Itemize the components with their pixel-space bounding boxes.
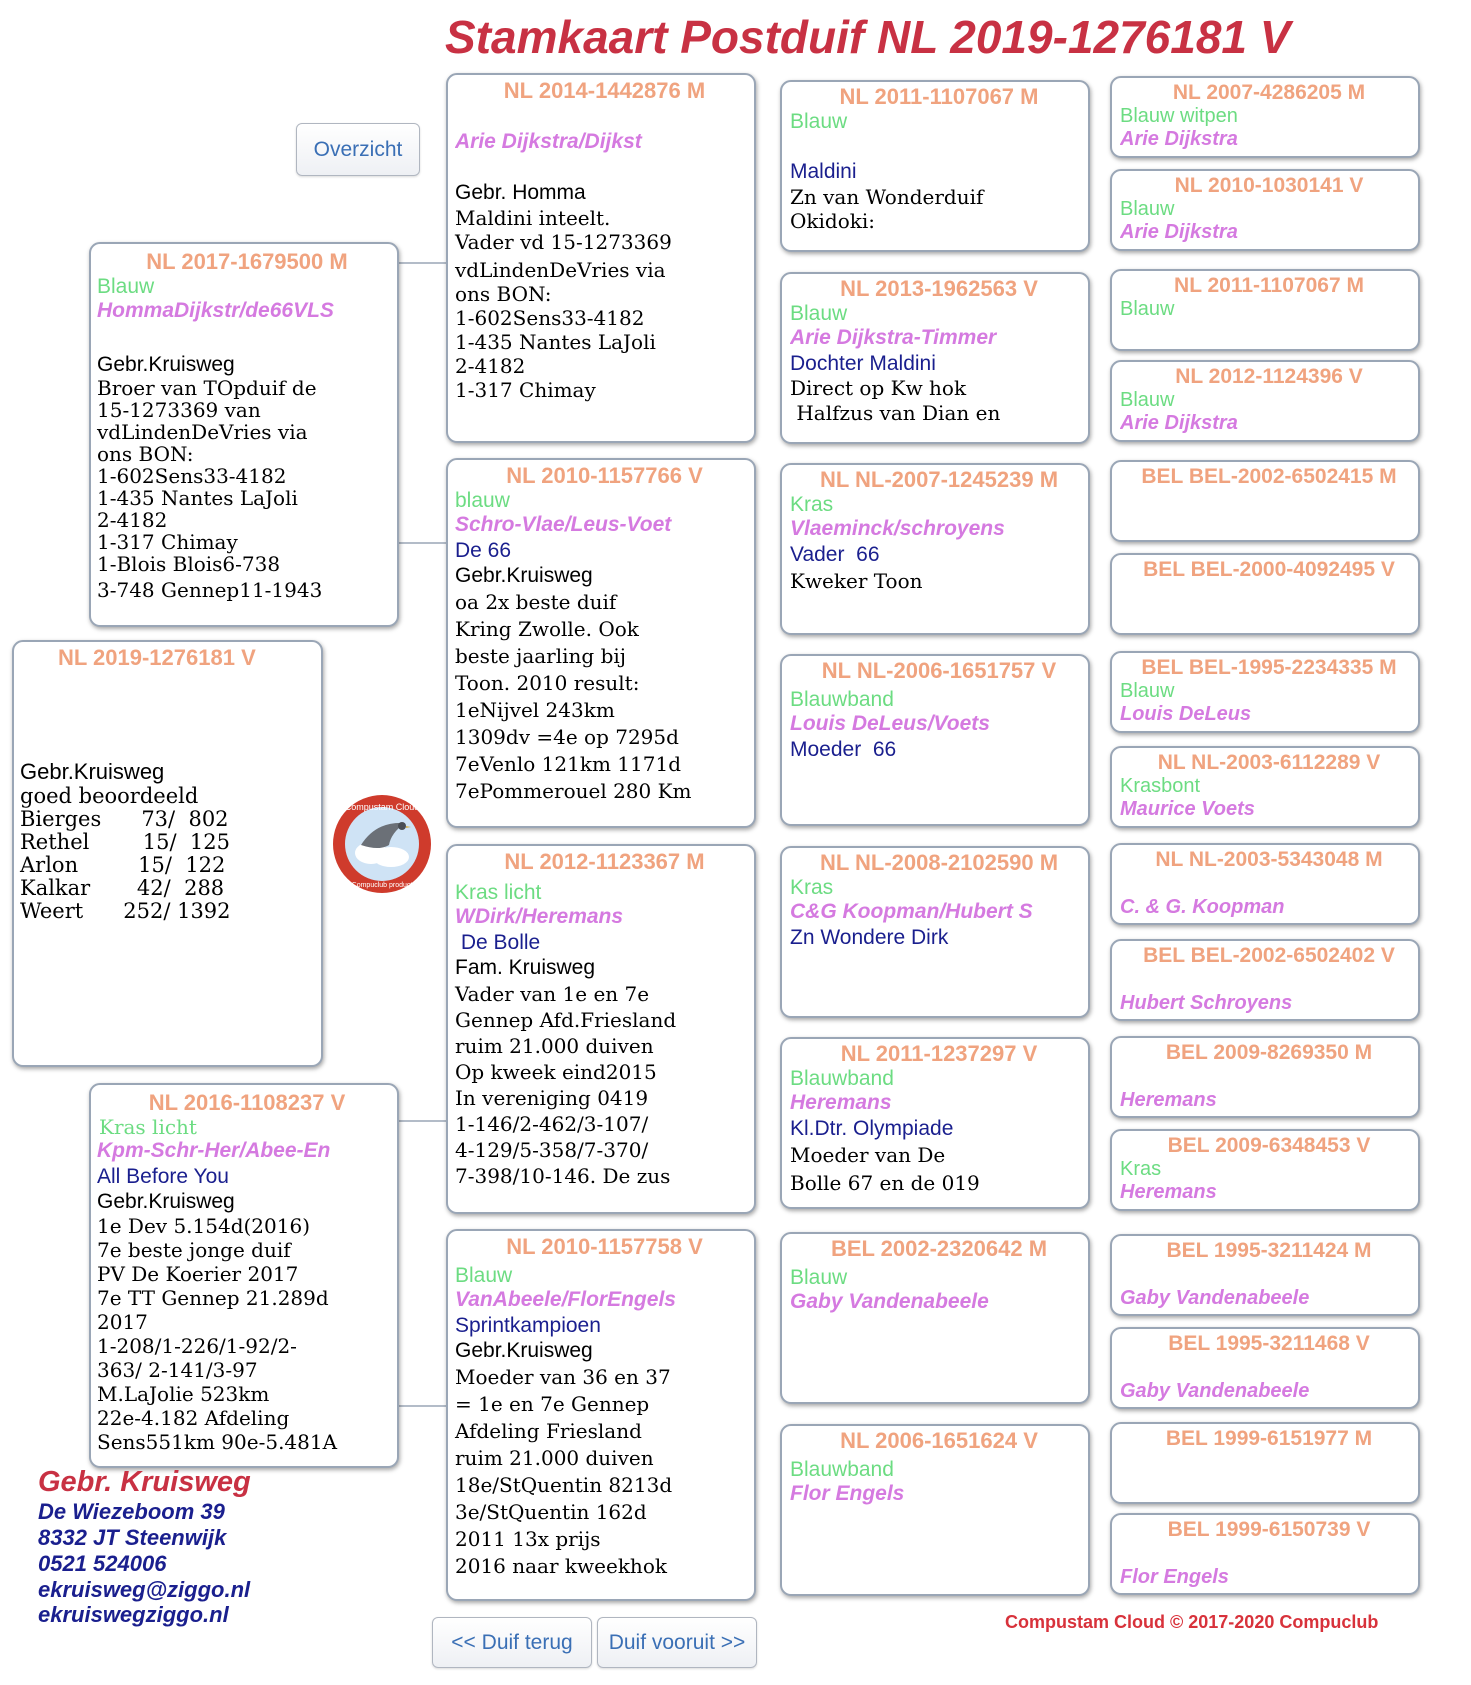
gen4-card-12[interactable]: [1110, 1129, 1420, 1211]
great-grandparent-color: Blauw: [790, 109, 848, 133]
grandparent-ring: NL 2012-1123367 M: [504, 850, 705, 874]
note-line: Broer van TOpduif de: [97, 376, 317, 401]
father-ring: NL 2017-1679500 M: [146, 250, 348, 274]
note-line: 1-317 Chimay: [455, 377, 596, 402]
father-breeder: HommaDijkstr/de66VLS: [97, 299, 334, 323]
note-line: Vader vd 15-1273369: [455, 229, 672, 254]
note-line: Moeder van 36 en 37: [455, 1364, 671, 1389]
note-line: 7e TT Gennep 21.289d: [97, 1286, 329, 1311]
note-line: 2016 naar kweekhok: [455, 1553, 667, 1578]
great-grandparent-color: Blauwband: [790, 1457, 894, 1481]
mother-name: All Before You: [97, 1164, 229, 1188]
note-line: In vereniging 0419: [455, 1085, 649, 1110]
gen4-ring: BEL 1999-6151977 M: [1165, 1427, 1373, 1450]
great-grandparent-card-7[interactable]: [780, 1232, 1090, 1404]
note-line: Direct op Kw hok: [790, 376, 967, 401]
note-line: M.LaJolie 523km: [97, 1382, 270, 1407]
grandparent-name: De Bolle: [455, 931, 541, 955]
grandparent-ring: NL 2010-1157766 V: [506, 464, 703, 488]
great-grandparent-color: Kras: [790, 492, 834, 516]
note-line: 1e Dev 5.154d(2016): [97, 1214, 311, 1239]
note-line: Vader van 1e en 7e: [455, 981, 650, 1006]
great-grandparent-name: Dochter Maldini: [790, 352, 936, 376]
gen4-breeder: Arie Dijkstra: [1120, 128, 1238, 151]
gen4-card-1[interactable]: [1110, 76, 1420, 158]
note-line: Zn van Wonderduif: [790, 184, 984, 209]
note-line: 1-317 Chimay: [97, 530, 238, 555]
owner-phone: 0521 524006: [38, 1550, 167, 1576]
note-line: Rethel 15/ 125: [20, 830, 230, 855]
copyright-text: Compustam Cloud © 2017-2020 Compuclub: [1005, 1612, 1379, 1632]
gen4-ring: BEL 1995-3211468 V: [1168, 1332, 1370, 1355]
note-line: 1eNijvel 243km: [455, 697, 615, 722]
mother-breeder: Kpm-Schr-Her/Abee-En: [97, 1139, 331, 1163]
mother-owner: Gebr.Kruisweg: [97, 1190, 235, 1214]
note-line: = 1e en 7e Gennep: [455, 1391, 650, 1416]
great-grandparent-name: Kl.Dtr. Olympiade: [790, 1117, 954, 1141]
great-grandparent-card-4[interactable]: [780, 654, 1090, 826]
great-grandparent-ring: NL 2006-1651624 V: [840, 1429, 1038, 1453]
pigeon-notes: [20, 785, 321, 923]
pigeon-owner: Gebr.Kruisweg: [20, 758, 165, 784]
gen4-breeder: Heremans: [1120, 1088, 1217, 1111]
father-owner: Gebr.Kruisweg: [97, 353, 235, 377]
great-grandparent-ring: NL NL-2007-1245239 M: [819, 468, 1059, 492]
gen4-breeder: C. & G. Koopman: [1120, 895, 1285, 918]
gen4-card-10[interactable]: [1110, 939, 1420, 1021]
mother-ring: NL 2016-1108237 V: [148, 1091, 346, 1115]
grandparent-color: blauw: [455, 488, 510, 512]
great-grandparent-name: Vader 66: [790, 543, 880, 567]
grandparent-notes: [455, 206, 754, 402]
note-line: 1-435 Nantes LaJoli: [455, 329, 656, 354]
grandparent-ring: NL 2010-1157758 V: [506, 1235, 703, 1259]
owner-address: [38, 1466, 251, 1628]
grandparent-card-1[interactable]: [446, 73, 756, 443]
grandparent-name: De 66: [455, 539, 512, 563]
note-line: beste jaarling bij: [455, 643, 626, 668]
great-grandparent-color: Blauw: [790, 1265, 848, 1289]
note-line: Weert 252/ 1392: [20, 899, 231, 924]
great-grandparent-card-8[interactable]: [780, 1424, 1090, 1596]
note-line: 3-748 Gennep11-1943: [97, 578, 323, 603]
gen4-ring: NL 2011-1107067 M: [1174, 274, 1364, 297]
gen4-breeder: Maurice Voets: [1120, 798, 1255, 821]
grandparent-notes: [455, 589, 754, 805]
note-line: ons BON:: [455, 281, 552, 306]
note-line: 2017: [97, 1310, 148, 1335]
gen4-color: Blauw witpen: [1120, 104, 1238, 127]
mother-card[interactable]: [89, 1083, 399, 1468]
gen4-card-8[interactable]: [1110, 746, 1420, 828]
gen4-card-4[interactable]: [1110, 360, 1420, 442]
note-line: ons BON:: [97, 442, 194, 467]
father-card[interactable]: [89, 242, 399, 627]
gen4-breeder: Gaby Vandenabeele: [1120, 1286, 1310, 1309]
grandparent-card-3[interactable]: [446, 844, 756, 1214]
note-line: Maldini inteelt.: [455, 205, 611, 230]
note-line: vdLindenDeVries via: [455, 257, 666, 282]
note-line: Toon. 2010 result:: [455, 670, 640, 695]
great-grandparent-card-5[interactable]: [780, 846, 1090, 1018]
note-line: vdLindenDeVries via: [97, 420, 308, 445]
note-line: goed beoordeeld: [20, 784, 199, 809]
gen4-breeder: Flor Engels: [1120, 1565, 1229, 1588]
gen4-breeder: Gaby Vandenabeele: [1120, 1379, 1310, 1402]
great-grandparent-breeder: Louis DeLeus/Voets: [790, 712, 990, 736]
previous-pigeon-button[interactable]: << Duif terug: [432, 1617, 592, 1668]
grandparent-notes: [455, 1364, 754, 1580]
gen4-ring: BEL BEL-2002-6502415 M: [1141, 465, 1397, 488]
owner-city: 8332 JT Steenwijk: [38, 1525, 227, 1551]
gen4-card-13[interactable]: [1110, 1234, 1420, 1316]
grandparent-breeder: Arie Dijkstra/Dijkst: [455, 129, 642, 153]
note-line: 2-4182: [455, 353, 526, 378]
pigeon-ring: NL 2019-1276181 V: [58, 646, 256, 670]
note-line: Afdeling Friesland: [455, 1418, 642, 1443]
note-line: PV De Koerier 2017: [97, 1262, 299, 1287]
gen4-ring: BEL 1999-6150739 V: [1167, 1518, 1371, 1541]
great-grandparent-breeder: Vlaeminck/schroyens: [790, 517, 1005, 541]
mother-notes: [97, 1214, 397, 1454]
gen4-breeder: Hubert Schroyens: [1120, 991, 1293, 1014]
gen4-card-16[interactable]: [1110, 1513, 1420, 1595]
gen4-ring: BEL BEL-2000-4092495 V: [1143, 558, 1395, 581]
gen4-ring: NL 2007-4286205 M: [1172, 81, 1366, 104]
note-line: Kring Zwolle. Ook: [455, 616, 639, 641]
note-line: 4-129/5-358/7-370/: [455, 1137, 649, 1162]
note-line: oa 2x beste duif: [455, 589, 617, 614]
gen4-breeder: Arie Dijkstra: [1120, 221, 1238, 244]
note-line: 1-435 Nantes LaJoli: [97, 486, 298, 511]
grandparent-owner: Gebr. Homma: [455, 181, 586, 205]
gen4-color: Blauw: [1120, 388, 1175, 411]
note-line: 2-4182: [97, 508, 168, 533]
gen4-ring: BEL BEL-2002-6502402 V: [1143, 944, 1395, 967]
note-line: Halfzus van Dian en: [790, 401, 1001, 426]
gen4-card-14[interactable]: [1110, 1327, 1420, 1409]
owner-street: De Wiezeboom 39: [38, 1499, 225, 1525]
note-line: Op kweek eind2015: [455, 1059, 657, 1084]
gen4-card-7[interactable]: [1110, 651, 1420, 733]
gen4-color: Blauw: [1120, 297, 1175, 320]
gen4-card-11[interactable]: [1110, 1036, 1420, 1118]
grandparent-color: Kras licht: [455, 880, 542, 904]
gen4-ring: BEL 2009-6348453 V: [1167, 1134, 1371, 1157]
grandparent-color: Blauw: [455, 1263, 513, 1287]
note-line: 7eVenlo 121km 1171d: [455, 751, 681, 776]
note-line: 3e/StQuentin 162d: [455, 1499, 647, 1524]
great-grandparent-card-1[interactable]: [780, 80, 1090, 252]
grandparent-notes: [455, 981, 754, 1189]
great-grandparent-color: Blauwband: [790, 687, 894, 711]
note-line: Moeder van De: [790, 1143, 946, 1168]
great-grandparent-color: Blauw: [790, 301, 848, 325]
note-line: 2011 13x prijs: [455, 1526, 601, 1551]
grandparent-name: Sprintkampioen: [455, 1314, 601, 1338]
great-grandparent-card-2[interactable]: [780, 272, 1090, 444]
grandparent-breeder: VanAbeele/FlorEngels: [455, 1288, 676, 1312]
gen4-card-2[interactable]: [1110, 169, 1420, 251]
gen4-color: Krasbont: [1120, 774, 1201, 797]
compustam-logo: [331, 793, 433, 895]
great-grandparent-card-3[interactable]: [780, 463, 1090, 635]
mother-color: Kras licht: [99, 1114, 197, 1139]
father-color: Blauw: [97, 274, 155, 298]
gen4-ring: NL 2012-1124396 V: [1175, 365, 1363, 388]
note-line: Sens551km 90e-5.481A: [97, 1430, 338, 1455]
gen4-card-3[interactable]: [1110, 269, 1420, 351]
note-line: ruim 21.000 duiven: [455, 1033, 654, 1058]
note-line: 22e-4.182 Afdeling: [97, 1406, 290, 1431]
great-grandparent-ring: NL NL-2008-2102590 M: [819, 851, 1059, 875]
note-line: 1-602Sens33-4182: [455, 305, 645, 330]
great-grandparent-ring: BEL 2002-2320642 M: [830, 1237, 1048, 1261]
gen4-ring: NL NL-2003-6112289 V: [1157, 751, 1381, 774]
great-grandparent-breeder: C&G Koopman/Hubert S: [790, 900, 1033, 924]
note-line: Bolle 67 en de 019: [790, 1171, 980, 1196]
great-grandparent-name: Zn Wondere Dirk: [790, 926, 949, 950]
gen4-breeder: Louis DeLeus: [1120, 703, 1252, 726]
great-grandparent-ring: NL 2013-1962563 V: [840, 277, 1038, 301]
note-line: 15-1273369 van: [97, 398, 261, 423]
gen4-card-6[interactable]: [1110, 553, 1420, 635]
grandparent-owner: Gebr.Kruisweg: [455, 564, 593, 588]
note-line: ruim 21.000 duiven: [455, 1445, 654, 1470]
gen4-card-9[interactable]: [1110, 843, 1420, 925]
great-grandparent-color: Kras: [790, 875, 834, 899]
gen4-ring: BEL BEL-1995-2234335 M: [1141, 656, 1397, 679]
next-pigeon-button[interactable]: Duif vooruit >>: [597, 1617, 757, 1668]
note-line: 1-Blois Blois6-738: [97, 552, 281, 577]
note-line: 7-398/10-146. De zus: [455, 1163, 671, 1188]
note-line: 1-146/2-462/3-107/: [455, 1111, 649, 1136]
grandparent-breeder: WDirk/Heremans: [455, 905, 624, 929]
note-line: Kweker Toon: [790, 569, 923, 594]
note-line: Kalkar 42/ 288: [20, 876, 225, 901]
note-line: 363/ 2-141/3-97: [97, 1358, 258, 1383]
note-line: 7ePommerouel 280 Km: [455, 778, 692, 803]
gen4-ring: NL NL-2003-5343048 M: [1155, 848, 1383, 871]
gen4-breeder: Arie Dijkstra: [1120, 412, 1238, 435]
great-grandparent-name: Maldini: [790, 160, 857, 184]
great-grandparent-ring: NL 2011-1237297 V: [840, 1042, 1038, 1066]
grandparent-card-4[interactable]: [446, 1229, 756, 1601]
page-title: Stamkaart Postduif NL 2019-1276181 V: [445, 11, 1291, 63]
note-line: 7e beste jonge duif: [97, 1238, 291, 1263]
great-grandparent-color: Blauwband: [790, 1066, 894, 1090]
great-grandparent-breeder: Gaby Vandenabeele: [790, 1290, 989, 1314]
gen4-ring: BEL 1995-3211424 M: [1166, 1239, 1372, 1262]
great-grandparent-name: Moeder 66: [790, 738, 897, 762]
father-notes: [97, 377, 397, 601]
great-grandparent-breeder: Heremans: [790, 1091, 892, 1115]
gen4-color: Kras: [1120, 1157, 1162, 1180]
great-grandparent-ring: NL NL-2006-1651757 V: [821, 659, 1057, 683]
note-line: Okidoki:: [790, 208, 876, 233]
note-line: Gennep Afd.Friesland: [455, 1007, 677, 1032]
owner-website[interactable]: ekruiswegziggo.nl: [38, 1602, 229, 1628]
great-grandparent-card-6[interactable]: [780, 1037, 1090, 1209]
logo-text: Compustam Cloud: [344, 802, 420, 812]
note-line: Bierges 73/ 802: [20, 807, 229, 832]
logo-subtext: Compuclub product: [351, 882, 413, 889]
great-grandparent-ring: NL 2011-1107067 M: [839, 85, 1039, 109]
gen4-color: Blauw: [1120, 679, 1175, 702]
gen4-color: Blauw: [1120, 197, 1175, 220]
gen4-breeder: Heremans: [1120, 1181, 1217, 1204]
grandparent-card-2[interactable]: [446, 458, 756, 828]
note-line: 1-602Sens33-4182: [97, 464, 287, 489]
owner-email[interactable]: ekruisweg@ziggo.nl: [38, 1576, 251, 1602]
pigeon-card[interactable]: [12, 640, 323, 1067]
note-line: 1-208/1-226/1-92/2-: [97, 1334, 297, 1359]
note-line: 1309dv =4e op 7295d: [455, 724, 679, 749]
grandparent-breeder: Schro-Vlae/Leus-Voet: [455, 513, 672, 537]
gen4-ring: NL 2010-1030141 V: [1174, 174, 1364, 197]
grandparent-owner: Gebr.Kruisweg: [455, 1339, 593, 1363]
owner-name: Gebr. Kruisweg: [38, 1466, 251, 1498]
great-grandparent-breeder: Arie Dijkstra-Timmer: [790, 326, 997, 350]
gen4-card-5[interactable]: [1110, 460, 1420, 542]
gen4-ring: BEL 2009-8269350 M: [1165, 1041, 1373, 1064]
grandparent-ring: NL 2014-1442876 M: [503, 79, 706, 103]
grandparent-owner: Fam. Kruisweg: [455, 956, 596, 980]
gen4-card-15[interactable]: [1110, 1422, 1420, 1504]
note-line: Arlon 15/ 122: [20, 853, 226, 878]
overview-button[interactable]: Overzicht: [296, 123, 420, 176]
great-grandparent-breeder: Flor Engels: [790, 1482, 905, 1506]
note-line: 18e/StQuentin 8213d: [455, 1472, 673, 1497]
